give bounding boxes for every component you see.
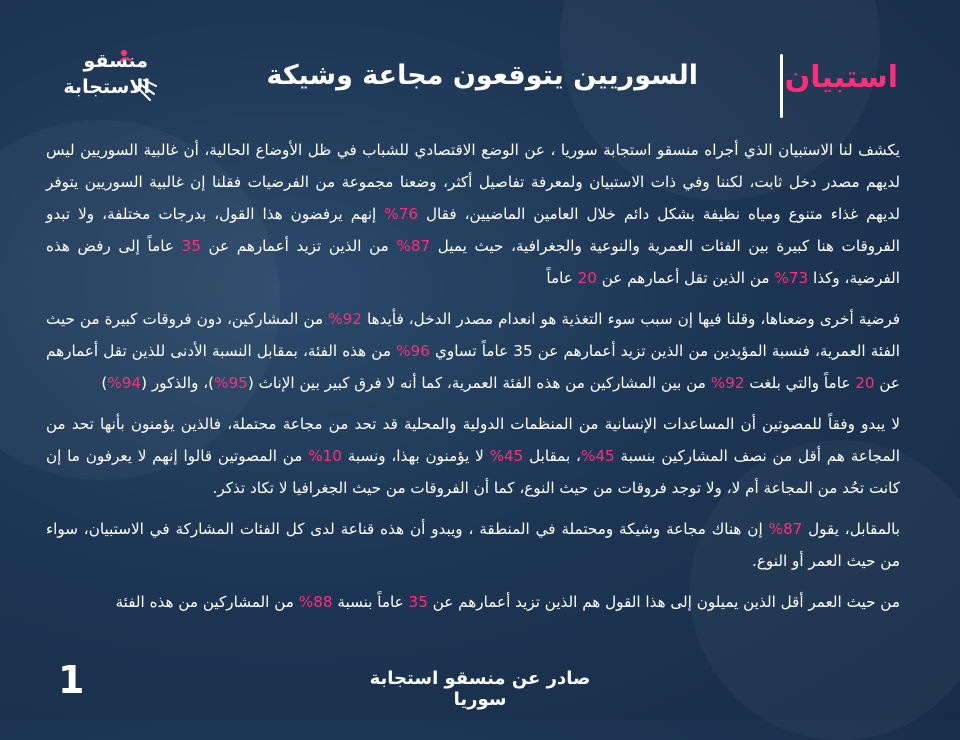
highlight-value: 87% <box>396 237 431 255</box>
highlight-value: 92% <box>328 310 362 328</box>
text: عاماً إلى رفض هذه الفرضية، وكذا <box>46 237 900 287</box>
highlight-value: 10% <box>308 447 342 465</box>
text: من حيث العمر أقل الذين يميلون إلى هذا القول هم الذين تزيد أعمارهم عن <box>427 593 900 611</box>
paragraph-1 <box>46 134 900 294</box>
highlight-value: 87% <box>768 520 803 538</box>
highlight-value: 35 <box>181 237 201 255</box>
text: فرضية أخرى وضعناها، وقلنا فيها إن سبب سوء التغذية هو انعدام مصدر الدخل، فأيدها <box>361 310 900 328</box>
highlight-value: 73% <box>774 269 809 287</box>
text: إنهم يرفضون هذا القول، بدرجات مختلفة، ولا تبدو الفروقات هنا كبيرة بين الفئات العمرية والنوعية والجغرافية، حيث يميل <box>46 205 900 255</box>
logo-line1: منسقو <box>83 50 148 72</box>
text: ) <box>101 374 108 392</box>
highlight-value: 88% <box>298 593 333 611</box>
paragraph-2 <box>46 303 900 399</box>
highlight-value: 96% <box>396 342 430 360</box>
text: من هذه الفئة، بمقابل النسبة الأدنى للذين تقل أعمارهم عن <box>46 342 900 392</box>
text: من المشاركين من هذه الفئة <box>115 593 299 611</box>
highlight-value: 20 <box>855 374 875 392</box>
article-body <box>46 134 900 627</box>
page-title: السوريين يتوقعون مجاعة وشيكة <box>266 60 698 91</box>
text: من المصوتين قالوا إنهم لا يعرفون ما إن كانت تحُد من المجاعة أم لا، ولا توجد فروقات من حيث النوع، كما أن الفروقات من حيث الجغرافيا لا تكاد تذكر. <box>46 447 900 497</box>
paragraph-5 <box>46 586 900 618</box>
highlight-value: 45% <box>580 447 615 465</box>
text: لا يبدو وفقاً للمصوتين أن المساعدات الإنسانية من المنظمات الدولية والمحلية قد تحد من مجاعة محتملة، فالذين يؤمنون بأنها تحد من المجاعة هم أقل من نصف المشاركين بنسبة <box>46 415 900 465</box>
paragraph-3 <box>46 408 900 504</box>
paragraph-4 <box>46 513 900 577</box>
text: من المشاركين، دون فروقات كبيرة من حيث الفئة العمرية، فنسبة المؤيدين من الذين تزيد أعمارهم عن 35 عاماً تساوي <box>46 310 900 360</box>
header-divider <box>780 54 783 118</box>
text: عاماً والتي بلغت <box>744 374 856 392</box>
highlight-value: 76% <box>384 205 419 223</box>
highlight-value: 45% <box>489 447 524 465</box>
text: من الذين تزيد أعمارهم عن <box>200 237 397 255</box>
text: ، بمقابل <box>523 447 581 465</box>
footer-issuer: صادر عن منسقو استجابة سوريا <box>369 668 591 710</box>
header <box>0 40 960 130</box>
highlight-value: 95% <box>214 374 248 392</box>
highlight-value: 94% <box>107 374 142 392</box>
logo-line2: الاستجابة <box>63 76 150 98</box>
text: إن هناك مجاعة وشيكة ومحتملة في المنطقة ، ويبدو أن هذه قناعة لدى كل الفئات المشاركة في الاستبيان، سواء من حيث العمر أو النوع. <box>46 520 900 570</box>
highlight-value: 92% <box>710 374 745 392</box>
text: من الذين تقل أعمارهم عن <box>596 269 775 287</box>
text: لا يؤمنون بهذا، ونسبة <box>341 447 490 465</box>
text: يكشف لنا الاستبيان الذي أجراه منسقو استجابة سوريا ، عن الوضع الاقتصادي للشباب في ظل الأوضاع الحالية، أن غالبية السوريين ليس لديهم مصدر دخل ثابت، لكننا وفي ذات الاستبيان ولمعرفة تفاصيل أكثر، وضعنا مجموعة من الفرضيات فقلنا إن غالبية السوريين يتوفر لديهم غذاء متنوع ومياه نظيفة بشكل دائم خلال العامين الماضيين، فقال <box>46 141 900 223</box>
text: عاماً <box>546 269 578 287</box>
text: )، والذكور ( <box>141 374 215 392</box>
highlight-value: 20 <box>577 269 597 287</box>
text: من بين المشاركين من هذه الفئة العمرية، كما أنه لا فرق كبير بين الإناث ( <box>247 374 711 392</box>
text: بالمقابل، يقول <box>802 520 901 538</box>
logo <box>40 46 170 112</box>
section-tag: استبيان <box>784 60 898 95</box>
text: عاماً بنسبة <box>332 593 409 611</box>
highlight-value: 35 <box>408 593 428 611</box>
page-number: 1 <box>58 658 85 702</box>
